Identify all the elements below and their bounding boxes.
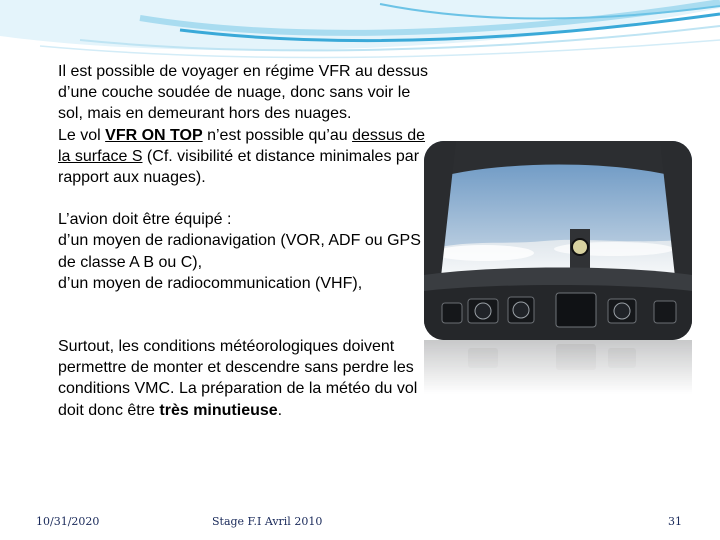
paragraph-vfr-on-top xyxy=(58,125,428,189)
footer-date: 10/31/2020 xyxy=(36,515,100,528)
body-text xyxy=(58,61,428,421)
text-run: Le vol xyxy=(58,126,106,144)
paragraph-radionav: d’un moyen de radionavigation (VOR, ADF ou GPS de classe A B ou C), xyxy=(58,232,421,271)
cockpit-photo xyxy=(424,141,692,340)
text-run: . xyxy=(277,401,283,419)
underlined-term-surface-s: dessus de la surface S xyxy=(58,126,426,165)
paragraph-weather xyxy=(58,336,428,421)
paragraph-radiocom: d’un moyen de radiocommunication (VHF), xyxy=(58,274,363,292)
paragraph-equipment: L’avion doit être équipé : xyxy=(58,211,232,229)
text-run: Surtout, les conditions météorologiques doivent permettre de monter et descendre sans perdre les conditions VMC. La préparation de la météo du vol doit donc être xyxy=(58,338,418,419)
footer-page-number: 31 xyxy=(668,515,682,528)
bold-term-vfr-on-top: VFR ON TOP xyxy=(105,126,203,144)
footer-title: Stage F.I Avril 2010 xyxy=(212,515,323,528)
text-run: n’est possible qu’au xyxy=(202,126,353,144)
cockpit-photo-reflection xyxy=(424,340,692,394)
text-run: (Cf. visibilité et distance minimales par rapport aux nuages). xyxy=(58,147,420,187)
paragraph-vfr-intro: Il est possible de voyager en régime VFR au dessus d’une couche soudée de nuage, donc sans voir le sol, mais en demeurant hors des nuages. xyxy=(58,63,428,123)
bold-term-minutieuse: très minutieuse xyxy=(159,401,278,419)
